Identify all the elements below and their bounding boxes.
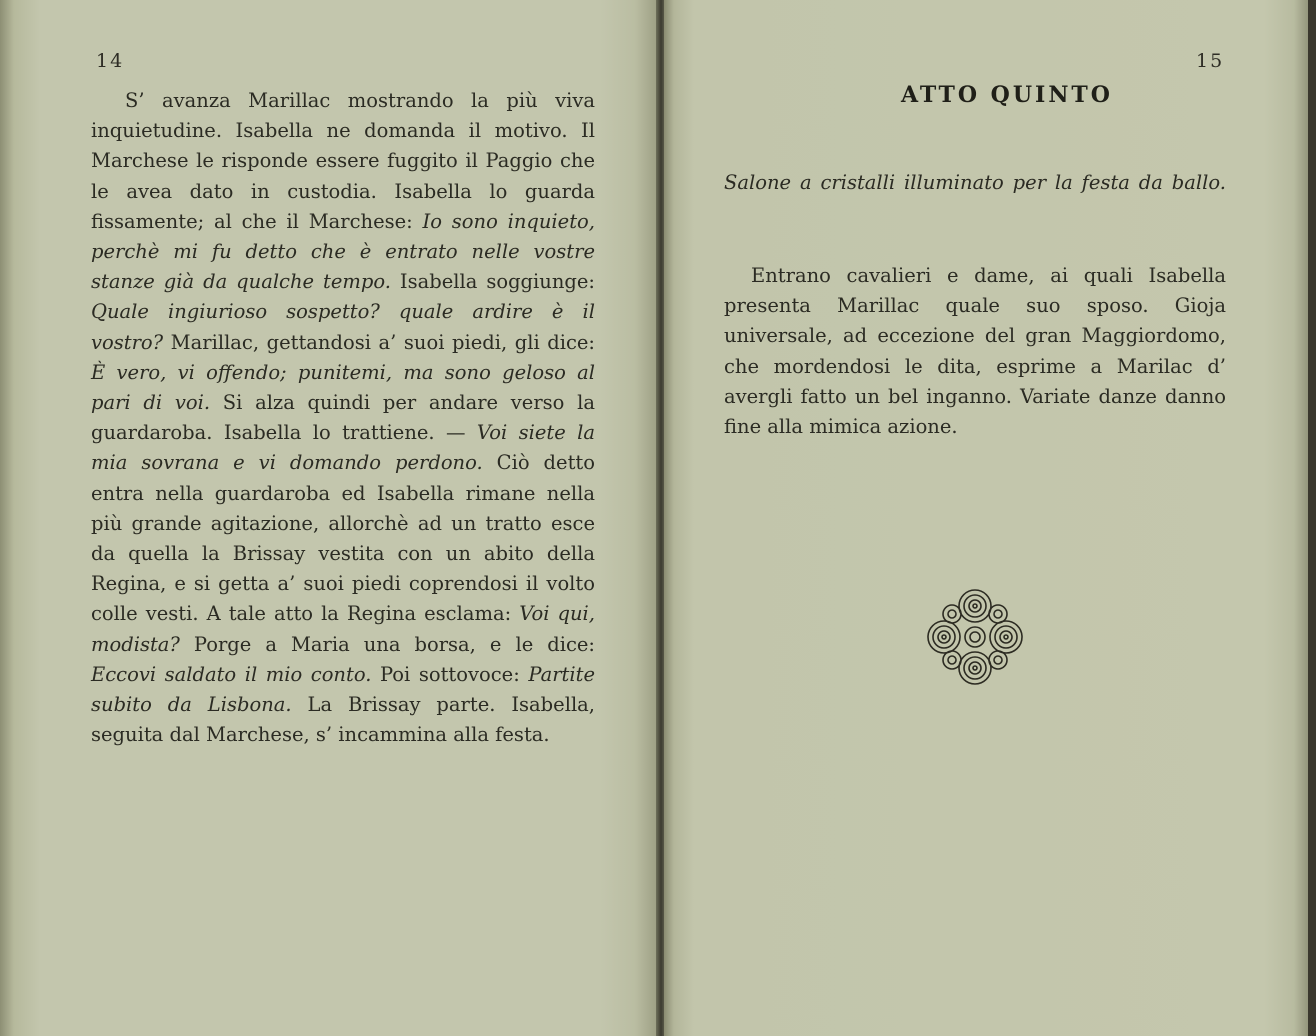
act-title: ATTO QUINTO xyxy=(901,82,1113,108)
italic-text-run: Voi qui, modista? xyxy=(91,602,595,656)
right-page xyxy=(664,0,1310,1036)
italic-text-run: Partite subito da Lisbona. xyxy=(91,662,595,717)
italic-text-run: Voi siete la mia sovrana e vi domando perdono. xyxy=(91,421,595,475)
text-run: Ciò detto entra nella guardaroba ed Isabella rimane nella più grande agitazione, allorchè ad un tratto esce da quella la Brissay vestita con un abito della Regina, e si getta a’ suoi piedi coprendosi il volto colle vesti. A tale atto la Regina esclama: xyxy=(91,451,595,626)
left-page-body xyxy=(91,86,595,750)
text-run: La Brissay parte. Isabella, seguita dal Marchese, s’ incammina alla festa. xyxy=(91,693,596,747)
italic-text-run: È vero, vi offendo; punitemi, ma sono geloso al pari di voi. xyxy=(91,360,595,415)
right-edge xyxy=(1308,0,1316,1036)
text-run: Isabella soggiunge: xyxy=(390,270,595,294)
text-run: Poi sottovoce: xyxy=(371,662,529,686)
page-number-left: 14 xyxy=(96,50,125,72)
left-paragraph xyxy=(91,86,595,750)
text-run: S’ avanza Marillac mostrando la più viva inquietudine. Isabella ne domanda il motivo. Il Marchese le risponde essere fuggito il Paggio che le avea dato in custodia. Isabella lo guarda fissamente; al che il Marchese: xyxy=(91,89,595,233)
scene-description: Salone a cristalli illuminato per la festa da ballo. xyxy=(724,171,1226,194)
italic-text-run: Quale ingiurioso sospetto? quale ardire è il vostro? xyxy=(91,300,595,354)
text-run: Porge a Maria una borsa, e le dice: xyxy=(179,632,595,656)
page-number-right: 15 xyxy=(1196,50,1225,72)
right-page-body xyxy=(724,261,1226,442)
decorative-knot-ornament-icon xyxy=(920,582,1030,692)
italic-text-run: Io sono inquieto, perchè mi fu detto che è entrato nelle vostre stanze già da qualche tempo. xyxy=(91,209,595,294)
text-run: Marillac, gettandosi a’ suoi piedi, gli dice: xyxy=(163,330,595,354)
text-run: Si alza quindi per andare verso la guardaroba. Isabella lo trattiene. — xyxy=(91,391,595,445)
right-paragraph: Entrano cavalieri e dame, ai quali Isabella presenta Marillac quale suo sposo. Gioja universale, ad eccezione del gran Maggiordomo, che mordendosi le dita, esprime a Marilac d’ avergli fatto un bel inganno. Variate danze danno fine alla mimica azione. xyxy=(724,264,1226,439)
italic-text-run: Eccovi saldato il mio conto. xyxy=(91,662,372,686)
